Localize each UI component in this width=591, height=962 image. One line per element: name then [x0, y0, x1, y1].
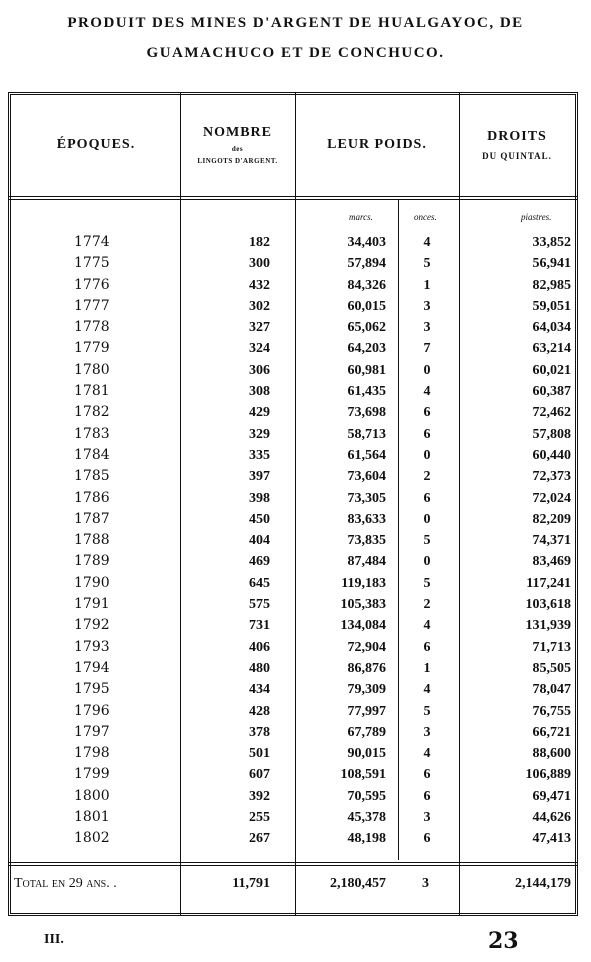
droits-cell: 59,051	[532, 298, 571, 314]
table-row	[0, 317, 591, 338]
table-row	[0, 509, 591, 530]
onces-cell: 2	[423, 469, 431, 485]
year-cell: 1774	[74, 234, 110, 250]
table-row	[0, 296, 591, 317]
count-cell: 306	[249, 362, 270, 378]
year-cell: 1781	[74, 383, 110, 400]
droits-cell: 131,939	[525, 618, 571, 634]
onces-cell: 0	[423, 554, 431, 570]
count-cell: 404	[249, 533, 270, 549]
year-cell: 1793	[74, 638, 110, 655]
count-cell: 255	[249, 810, 270, 826]
year-cell: 1791	[74, 596, 110, 613]
unit-piastres: piastres.	[521, 212, 552, 222]
weight-cell: 77,997	[347, 703, 386, 719]
onces-cell: 5	[423, 575, 431, 591]
count-cell: 429	[249, 405, 270, 421]
droits-cell: 57,808	[532, 426, 571, 442]
onces-cell: 4	[423, 618, 431, 634]
year-cell: 1796	[74, 702, 110, 719]
header-divider	[8, 199, 578, 200]
year-cell: 1786	[74, 489, 110, 506]
onces-cell: 6	[423, 405, 431, 421]
year-cell: 1784	[74, 446, 110, 463]
year-cell: 1777	[74, 297, 110, 314]
droits-cell: 60,440	[532, 447, 571, 463]
table-row	[0, 360, 591, 381]
weight-cell: 108,591	[340, 767, 386, 783]
header-droits: DROITS DU QUINTAL.	[482, 129, 552, 161]
onces-cell: 4	[423, 682, 431, 698]
year-cell: 1782	[74, 404, 110, 421]
weight-cell: 61,435	[347, 384, 386, 400]
count-cell: 645	[249, 575, 270, 591]
title-line-1: PRODUIT DES MINES D'ARGENT DE HUALGAYOC, DE	[67, 15, 524, 31]
droits-cell: 60,021	[532, 362, 571, 378]
year-cell: 1797	[74, 723, 110, 740]
table-row	[0, 381, 591, 402]
droits-cell: 83,469	[532, 554, 571, 570]
weight-cell: 79,309	[347, 682, 386, 698]
onces-cell: 7	[423, 341, 431, 357]
count-cell: 731	[249, 618, 270, 634]
year-cell: 1795	[74, 681, 110, 698]
onces-cell: 3	[423, 320, 431, 336]
weight-cell: 45,378	[347, 810, 386, 826]
onces-cell: 0	[423, 511, 431, 527]
table-row	[0, 551, 591, 572]
count-cell: 397	[249, 469, 270, 485]
onces-cell: 6	[423, 426, 431, 442]
weight-cell: 48,198	[347, 831, 386, 847]
year-cell: 1798	[74, 745, 110, 762]
table-row	[0, 701, 591, 722]
year-cell: 1779	[74, 340, 110, 357]
year-cell: 1776	[74, 276, 110, 293]
year-cell: 1778	[74, 319, 110, 336]
header-poids: LEUR POIDS.	[327, 137, 427, 152]
droits-cell: 71,713	[532, 639, 571, 655]
droits-cell: 72,024	[532, 490, 571, 506]
weight-cell: 105,383	[340, 597, 386, 613]
table-body	[0, 232, 591, 850]
droits-cell: 63,214	[532, 341, 571, 357]
onces-cell: 0	[423, 362, 431, 378]
droits-cell: 117,241	[526, 575, 571, 591]
table-row	[0, 764, 591, 785]
weight-cell: 84,326	[347, 277, 386, 293]
unit-marcs: marcs.	[349, 212, 373, 222]
count-cell: 182	[249, 235, 270, 250]
total-onces: 3	[422, 876, 429, 891]
year-cell: 1799	[74, 766, 110, 783]
weight-cell: 60,015	[347, 298, 386, 314]
weight-cell: 83,633	[347, 511, 386, 527]
table-row	[0, 424, 591, 445]
droits-cell: 106,889	[525, 767, 571, 783]
droits-cell: 33,852	[532, 235, 571, 250]
count-cell: 432	[249, 277, 270, 293]
year-cell: 1790	[74, 574, 110, 591]
count-cell: 575	[249, 597, 270, 613]
onces-cell: 5	[423, 703, 431, 719]
table-row	[0, 466, 591, 487]
table-row	[0, 275, 591, 296]
count-cell: 335	[249, 447, 270, 463]
onces-cell: 1	[423, 660, 431, 676]
weight-cell: 72,904	[347, 639, 386, 655]
droits-cell: 66,721	[532, 724, 571, 740]
table-row	[0, 338, 591, 359]
count-cell: 302	[249, 298, 270, 314]
droits-cell: 78,047	[532, 682, 571, 698]
count-cell: 308	[249, 384, 270, 400]
year-cell: 1785	[74, 468, 110, 485]
title-line-2: GUAMACHUCO ET DE CONCHUCO.	[146, 45, 445, 61]
onces-cell: 4	[423, 384, 431, 400]
droits-cell: 82,985	[532, 277, 571, 293]
count-cell: 450	[249, 511, 270, 527]
year-cell: 1788	[74, 532, 110, 549]
weight-cell: 67,789	[347, 724, 386, 740]
onces-cell: 6	[423, 639, 431, 655]
weight-cell: 61,564	[347, 447, 386, 463]
droits-cell: 44,626	[532, 810, 571, 826]
table-row	[0, 594, 591, 615]
header-epoques: ÉPOQUES.	[56, 137, 136, 152]
table-row	[0, 232, 591, 253]
count-cell: 327	[249, 320, 270, 336]
unit-onces: onces.	[414, 212, 437, 222]
count-cell: 607	[249, 767, 270, 783]
year-cell: 1801	[74, 809, 110, 826]
year-cell: 1802	[74, 830, 110, 847]
onces-cell: 4	[423, 235, 431, 250]
droits-cell: 85,505	[532, 660, 571, 676]
droits-cell: 103,618	[525, 597, 571, 613]
weight-cell: 119,183	[341, 575, 386, 591]
header-nombre: NOMBRE des LINGOTS D'ARGENT.	[197, 125, 278, 165]
table-row	[0, 615, 591, 636]
table-row	[0, 807, 591, 828]
droits-cell: 60,387	[532, 384, 571, 400]
droits-cell: 74,371	[532, 533, 571, 549]
weight-cell: 90,015	[347, 746, 386, 762]
table-row	[0, 573, 591, 594]
table-row	[0, 402, 591, 423]
onces-cell: 1	[423, 277, 431, 293]
onces-cell: 5	[423, 256, 431, 272]
total-weight: 2,180,457	[330, 876, 386, 891]
year-cell: 1800	[74, 787, 110, 804]
onces-cell: 0	[423, 447, 431, 463]
count-cell: 378	[249, 724, 270, 740]
onces-cell: 6	[423, 788, 431, 804]
year-cell: 1792	[74, 617, 110, 634]
count-cell: 406	[249, 639, 270, 655]
count-cell: 398	[249, 490, 270, 506]
droits-cell: 72,462	[532, 405, 571, 421]
onces-cell: 3	[423, 810, 431, 826]
count-cell: 428	[249, 703, 270, 719]
count-cell: 329	[249, 426, 270, 442]
table-row	[0, 530, 591, 551]
table-row	[0, 786, 591, 807]
year-cell: 1775	[74, 255, 110, 272]
onces-cell: 3	[423, 298, 431, 314]
onces-cell: 6	[423, 767, 431, 783]
droits-cell: 47,413	[532, 831, 571, 847]
total-count: 11,791	[232, 876, 270, 891]
table-row	[0, 445, 591, 466]
year-cell: 1783	[74, 425, 110, 442]
onces-cell: 2	[423, 597, 431, 613]
count-cell: 434	[249, 682, 270, 698]
droits-cell: 56,941	[532, 256, 571, 272]
weight-cell: 64,203	[347, 341, 386, 357]
total-label: Total en 29 ans. .	[14, 876, 117, 891]
table-row	[0, 253, 591, 274]
weight-cell: 57,894	[347, 256, 386, 272]
count-cell: 300	[249, 256, 270, 272]
weight-cell: 60,981	[347, 362, 386, 378]
weight-cell: 73,305	[347, 490, 386, 506]
onces-cell: 6	[423, 490, 431, 506]
droits-cell: 88,600	[532, 746, 571, 762]
onces-cell: 4	[423, 746, 431, 762]
droits-cell: 76,755	[532, 703, 571, 719]
table-row	[0, 488, 591, 509]
count-cell: 480	[249, 660, 270, 676]
total-droits: 2,144,179	[515, 876, 571, 891]
droits-cell: 82,209	[532, 511, 571, 527]
count-cell: 501	[249, 746, 270, 762]
weight-cell: 134,084	[340, 618, 386, 634]
table-row	[0, 743, 591, 764]
weight-cell: 87,484	[347, 554, 386, 570]
weight-cell: 34,403	[347, 235, 386, 250]
droits-cell: 72,373	[532, 469, 571, 485]
weight-cell: 58,713	[347, 426, 386, 442]
onces-cell: 3	[423, 724, 431, 740]
onces-cell: 6	[423, 831, 431, 847]
page-title	[0, 8, 591, 68]
total-row	[0, 862, 591, 912]
weight-cell: 73,604	[347, 469, 386, 485]
weight-cell: 70,595	[347, 788, 386, 804]
onces-cell: 5	[423, 533, 431, 549]
table-row	[0, 679, 591, 700]
year-cell: 1780	[74, 361, 110, 378]
weight-cell: 65,062	[347, 320, 386, 336]
weight-cell: 86,876	[347, 660, 386, 676]
weight-cell: 73,835	[347, 533, 386, 549]
droits-cell: 69,471	[532, 788, 571, 804]
year-cell: 1794	[74, 659, 110, 676]
table-row	[0, 828, 591, 849]
signature-mark: III.	[44, 932, 64, 947]
weight-cell: 73,698	[347, 405, 386, 421]
count-cell: 267	[249, 831, 270, 847]
count-cell: 469	[249, 554, 270, 570]
count-cell: 392	[249, 788, 270, 804]
table-row	[0, 722, 591, 743]
year-cell: 1787	[74, 510, 110, 527]
table-row	[0, 658, 591, 679]
count-cell: 324	[249, 341, 270, 357]
page-number: 23	[488, 928, 519, 954]
droits-cell: 64,034	[532, 320, 571, 336]
year-cell: 1789	[74, 553, 110, 570]
table-row	[0, 637, 591, 658]
